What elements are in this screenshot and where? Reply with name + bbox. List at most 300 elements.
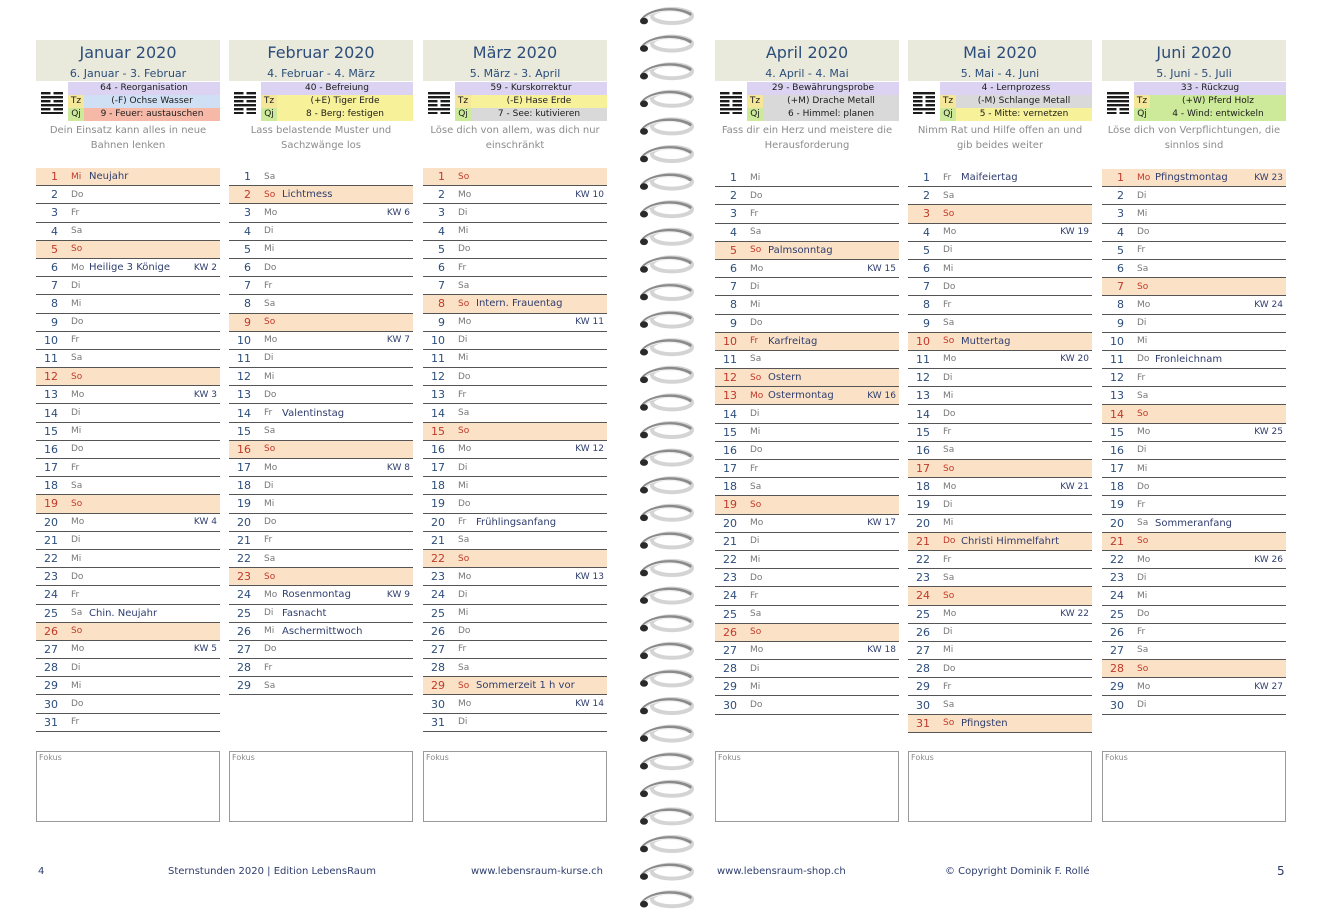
day-row[interactable] [423,441,607,459]
day-row[interactable] [423,204,607,222]
day-row[interactable] [715,496,899,514]
day-row[interactable] [36,677,220,695]
day-row[interactable] [908,296,1092,314]
hexagram-info [455,82,607,121]
weekday: Fr [943,172,952,183]
day-number: 29 [916,680,930,694]
day-row[interactable] [1102,315,1286,333]
right-footer-url[interactable]: www.lebensraum-shop.ch [717,866,846,877]
weekday: Do [1137,481,1150,492]
weekday: Do [943,663,956,674]
weekday: Di [71,280,81,291]
day-row[interactable] [423,423,607,441]
day-row[interactable] [229,223,413,241]
day-row[interactable] [1102,587,1286,605]
weekday: Sa [1137,645,1149,656]
day-row[interactable] [1102,260,1286,278]
day-row[interactable] [1102,369,1286,387]
fokus-box[interactable] [908,751,1092,822]
spiral-ring [640,671,692,686]
day-row[interactable] [423,314,607,332]
day-row[interactable] [229,605,413,623]
day-row[interactable] [908,260,1092,278]
day-row[interactable] [1102,533,1286,551]
day-row[interactable] [229,277,413,295]
day-row[interactable] [715,551,899,569]
day-row[interactable] [908,278,1092,296]
day-row[interactable] [36,514,220,532]
weekday: Di [458,589,468,600]
day-row[interactable] [715,460,899,478]
holiday-label: Ostern [768,372,802,384]
day-row[interactable] [229,677,413,695]
day-row[interactable] [36,659,220,677]
day-row[interactable] [423,641,607,659]
day-row[interactable] [715,296,899,314]
day-row[interactable] [423,495,607,513]
day-row[interactable] [423,695,607,713]
day-row[interactable] [229,514,413,532]
day-number: 7 [438,279,445,293]
day-row[interactable] [423,295,607,313]
day-row[interactable] [908,533,1092,551]
day-row[interactable] [229,204,413,222]
weekday: Do [71,444,84,455]
day-number: 1 [923,171,930,185]
weekday: Fr [943,299,952,310]
day-number: 12 [431,370,445,384]
tz-value: (-F) Ochse Wasser [84,95,220,108]
day-row[interactable] [1102,424,1286,442]
tz-row [940,95,1092,108]
day-row[interactable] [715,678,899,696]
day-number: 25 [1110,607,1124,621]
day-row[interactable] [36,277,220,295]
weekday: Mi [1137,463,1148,474]
day-row[interactable] [1102,642,1286,660]
day-row[interactable] [715,606,899,624]
day-row[interactable] [908,678,1092,696]
day-row[interactable] [908,187,1092,205]
day-row[interactable] [1102,333,1286,351]
day-row[interactable] [423,259,607,277]
day-row[interactable] [229,568,413,586]
day-row[interactable] [1102,224,1286,242]
day-row[interactable] [715,278,899,296]
day-number: 30 [1110,698,1124,712]
hexagram-glyph [229,82,261,121]
week-number: KW 21 [1060,481,1089,492]
day-row[interactable] [908,496,1092,514]
spiral-ring [640,782,692,797]
day-row[interactable] [1102,205,1286,223]
day-row[interactable] [36,332,220,350]
day-row[interactable] [423,368,607,386]
day-row[interactable] [1102,351,1286,369]
day-number: 25 [237,606,251,620]
day-row[interactable] [423,605,607,623]
month-title: Juni 2020 [1102,40,1286,66]
weekday: Mo [71,389,85,400]
weekday: Di [1137,445,1147,456]
day-row[interactable] [229,659,413,677]
day-row[interactable] [715,187,899,205]
day-number: 15 [723,425,737,439]
day-row[interactable] [229,532,413,550]
day-row[interactable] [1102,496,1286,514]
day-row[interactable] [229,259,413,277]
day-row[interactable] [1102,442,1286,460]
day-row[interactable] [229,550,413,568]
day-row[interactable] [908,224,1092,242]
tz-value: (-E) Hase Erde [471,95,607,108]
day-row[interactable] [423,350,607,368]
weekday: So [458,171,470,182]
week-number: KW 7 [386,335,410,346]
day-row[interactable] [423,277,607,295]
day-row[interactable] [36,204,220,222]
day-row[interactable] [423,514,607,532]
day-row[interactable] [908,205,1092,223]
day-row[interactable] [423,386,607,404]
day-row[interactable] [715,387,899,405]
day-row[interactable] [1102,187,1286,205]
day-row[interactable] [715,696,899,714]
day-row[interactable] [1102,405,1286,423]
spiral-ring [640,37,692,52]
weekday: Sa [264,680,276,691]
left-footer-url[interactable]: www.lebensraum-kurse.ch [471,866,604,877]
spiral-ring [640,533,692,548]
week-number: KW 9 [386,589,410,600]
day-row[interactable] [423,168,607,186]
day-row[interactable] [423,223,607,241]
day-row[interactable] [36,386,220,404]
day-row[interactable] [715,205,899,223]
day-row[interactable] [36,168,220,186]
day-number: 28 [916,662,930,676]
day-row[interactable] [36,695,220,713]
day-row[interactable] [423,241,607,259]
day-row[interactable] [1102,551,1286,569]
day-row[interactable] [908,242,1092,260]
day-row[interactable] [908,569,1092,587]
weekday: Di [458,462,468,473]
hexagram-info [68,82,220,121]
day-number: 23 [431,570,445,584]
day-row[interactable] [229,495,413,513]
weekday: Mi [71,680,82,691]
weekday: Fr [264,535,273,546]
day-row[interactable] [908,333,1092,351]
day-row[interactable] [36,714,220,732]
day-row[interactable] [1102,460,1286,478]
day-row[interactable] [229,241,413,259]
day-row[interactable] [423,677,607,695]
day-row[interactable] [423,586,607,604]
day-row[interactable] [229,641,413,659]
weekday: Do [264,644,277,655]
day-row[interactable] [229,386,413,404]
day-number: 29 [723,680,737,694]
week-number: KW 20 [1060,354,1089,365]
spiral-ring [640,561,692,576]
tz-row [68,95,220,108]
weekday: So [750,245,762,256]
holiday-label: Muttertag [961,335,1011,347]
day-row[interactable] [715,169,899,187]
month-range: 6. Januar - 3. Februar [36,66,220,81]
day-row[interactable] [908,405,1092,423]
day-number: 27 [916,643,930,657]
quote-line: Herausforderung [764,140,850,151]
day-row[interactable] [908,387,1092,405]
day-number: 26 [44,624,58,638]
day-row[interactable] [229,368,413,386]
day-row[interactable] [229,423,413,441]
day-row[interactable] [36,568,220,586]
weekday: Di [264,226,274,237]
day-number: 16 [44,442,58,456]
day-number: 18 [1110,480,1124,494]
day-number: 3 [923,207,930,221]
weekday: Do [750,572,763,583]
day-row[interactable] [715,333,899,351]
day-list [36,168,220,732]
quote-line: Sachzwänge los [281,140,361,151]
day-row[interactable] [36,532,220,550]
day-row[interactable] [423,568,607,586]
day-row[interactable] [229,332,413,350]
day-number: 19 [237,497,251,511]
weekday: Do [750,445,763,456]
day-row[interactable] [908,478,1092,496]
day-row[interactable] [423,532,607,550]
day-row[interactable] [908,442,1092,460]
day-row[interactable] [715,369,899,387]
day-row[interactable] [715,315,899,333]
day-row[interactable] [715,478,899,496]
day-row[interactable] [36,423,220,441]
day-row[interactable] [423,332,607,350]
day-row[interactable] [36,350,220,368]
day-row[interactable] [908,642,1092,660]
day-row[interactable] [1102,169,1286,187]
day-number: 29 [44,679,58,693]
day-row[interactable] [1102,515,1286,533]
month-header [715,40,899,163]
weekday: Do [71,189,84,200]
day-row[interactable] [908,660,1092,678]
day-row[interactable] [908,460,1092,478]
day-row[interactable] [908,606,1092,624]
holiday-label: Lichtmess [282,189,333,201]
day-row[interactable] [229,295,413,313]
day-row[interactable] [36,259,220,277]
day-row[interactable] [908,351,1092,369]
day-row[interactable] [715,533,899,551]
day-number: 12 [1110,371,1124,385]
day-row[interactable] [36,641,220,659]
fokus-box[interactable] [36,751,220,822]
day-row[interactable] [908,587,1092,605]
week-number: KW 12 [575,444,604,455]
day-row[interactable] [423,186,607,204]
weekday: Fr [458,644,467,655]
day-row[interactable] [908,515,1092,533]
day-row[interactable] [908,551,1092,569]
day-row[interactable] [229,186,413,204]
day-row[interactable] [423,714,607,732]
weekday: Sa [264,171,276,182]
day-row[interactable] [908,315,1092,333]
day-number: 3 [244,206,251,220]
day-row[interactable] [36,368,220,386]
day-row[interactable] [715,624,899,642]
day-row[interactable] [229,459,413,477]
right-footer-copyright: © Copyright Dominik F. Rollé [945,866,1090,877]
weekday: Sa [943,190,955,201]
day-row[interactable] [715,405,899,423]
day-row[interactable] [715,260,899,278]
day-row[interactable] [36,459,220,477]
day-row[interactable] [1102,660,1286,678]
day-number: 10 [1110,334,1124,348]
day-row[interactable] [715,424,899,442]
weekday: Di [1137,700,1147,711]
day-row[interactable] [229,477,413,495]
weekday: Mo [458,571,472,582]
day-number: 12 [237,370,251,384]
hexagram-block [229,82,413,121]
day-row[interactable] [36,495,220,513]
day-row[interactable] [423,550,607,568]
day-row[interactable] [36,623,220,641]
day-row[interactable] [423,623,607,641]
day-row[interactable] [423,404,607,422]
day-number: 7 [1117,280,1124,294]
day-row[interactable] [423,659,607,677]
day-row[interactable] [36,441,220,459]
qj-label: Qj [455,108,471,121]
day-number: 8 [244,297,251,311]
fokus-box[interactable] [1102,751,1286,822]
day-row[interactable] [908,424,1092,442]
weekday: Di [458,717,468,728]
fokus-box[interactable] [423,751,607,822]
weekday: Do [264,262,277,273]
left-page-number: 4 [38,866,45,877]
weekday: Di [943,372,953,383]
day-row[interactable] [36,550,220,568]
day-row[interactable] [715,224,899,242]
hexagram-block [715,82,899,121]
day-number: 19 [916,498,930,512]
day-row[interactable] [229,404,413,422]
day-row[interactable] [229,168,413,186]
day-number: 11 [1110,352,1124,366]
month-range: 4. April - 4. Mai [715,66,899,81]
day-row[interactable] [36,314,220,332]
weekday: Di [71,662,81,673]
day-row[interactable] [229,586,413,604]
spiral-ring [640,506,692,521]
day-row[interactable] [36,186,220,204]
day-row[interactable] [1102,387,1286,405]
day-row[interactable] [908,696,1092,714]
weekday: Fr [458,262,467,273]
day-row[interactable] [229,350,413,368]
hexagram-glyph [1102,82,1134,121]
day-row[interactable] [1102,296,1286,314]
day-row[interactable] [229,314,413,332]
day-number: 21 [723,534,737,548]
weekday: Mo [458,189,472,200]
day-number: 22 [723,553,737,567]
day-row[interactable] [423,459,607,477]
day-row[interactable] [36,295,220,313]
day-row[interactable] [1102,569,1286,587]
weekday: Fr [1137,627,1146,638]
day-number: 9 [51,315,58,329]
weekday: Fr [264,408,273,419]
day-row[interactable] [715,515,899,533]
weekday: Mo [1137,172,1151,183]
day-row[interactable] [1102,278,1286,296]
day-row[interactable] [1102,242,1286,260]
spiral-ring [640,119,692,134]
day-row[interactable] [715,642,899,660]
day-row[interactable] [1102,678,1286,696]
month-title: Mai 2020 [908,40,1092,66]
day-row[interactable] [36,605,220,623]
day-row[interactable] [715,442,899,460]
day-row[interactable] [229,623,413,641]
day-row[interactable] [715,351,899,369]
fokus-box[interactable] [229,751,413,822]
day-row[interactable] [715,587,899,605]
day-row[interactable] [229,441,413,459]
day-number: 25 [431,606,445,620]
fokus-box[interactable] [715,751,899,822]
day-row[interactable] [908,715,1092,733]
qj-row [940,108,1092,121]
hexagram-name: 29 - Bewährungsprobe [747,82,899,95]
day-row[interactable] [1102,478,1286,496]
day-row[interactable] [36,223,220,241]
spiral-ring [640,230,692,245]
day-row[interactable] [36,404,220,422]
day-number: 4 [1117,225,1124,239]
day-row[interactable] [1102,696,1286,714]
weekday: Mi [71,171,82,182]
day-number: 14 [916,407,930,421]
day-row[interactable] [908,624,1092,642]
day-row[interactable] [1102,606,1286,624]
day-row[interactable] [1102,624,1286,642]
holiday-label: Karfreitag [768,335,818,347]
day-row[interactable] [36,477,220,495]
day-row[interactable] [715,242,899,260]
day-row[interactable] [715,569,899,587]
day-row[interactable] [36,586,220,604]
spiral-ring [640,285,692,300]
day-row[interactable] [908,169,1092,187]
day-row[interactable] [36,241,220,259]
day-row[interactable] [908,369,1092,387]
day-row[interactable] [423,477,607,495]
day-row[interactable] [715,660,899,678]
